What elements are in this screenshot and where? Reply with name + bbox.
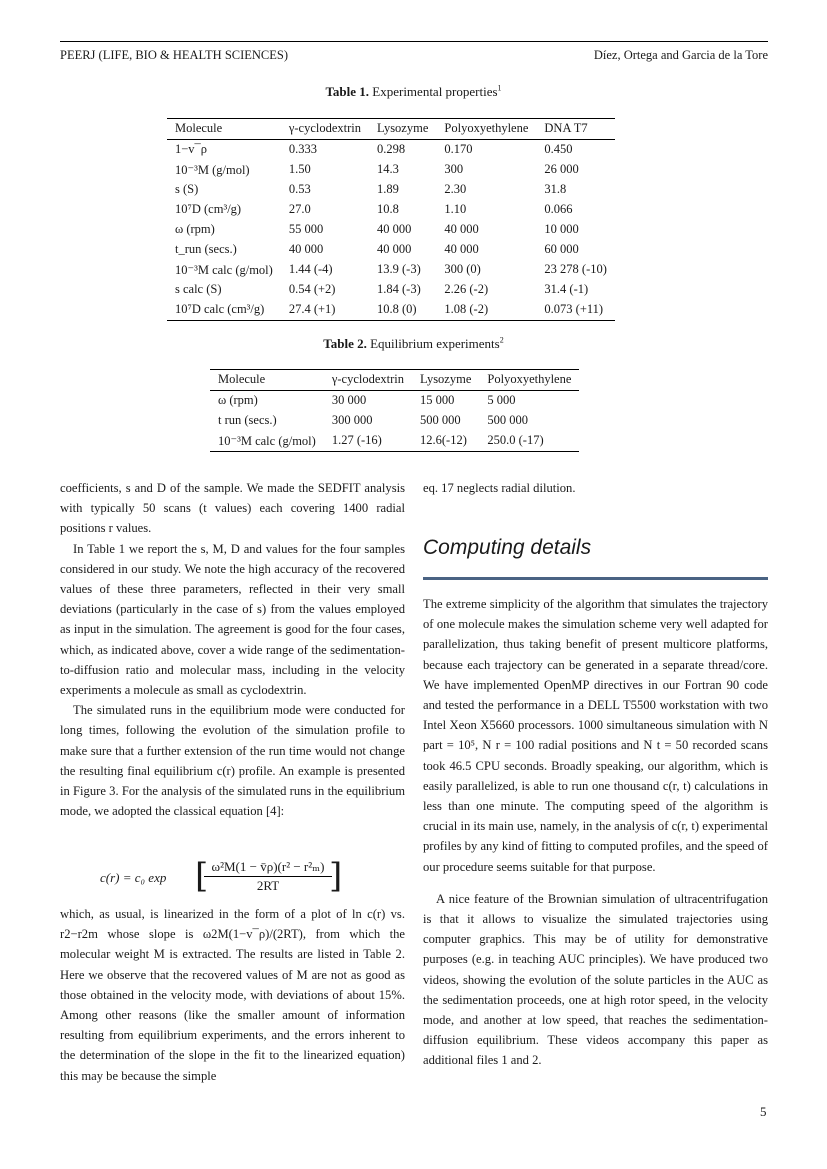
table-cell: 15 000: [420, 393, 455, 407]
section-heading: Computing details: [423, 536, 592, 559]
table-cell: 500 000: [487, 413, 529, 427]
table-cell: 40 000: [377, 242, 412, 256]
table-cell: 31.8: [544, 182, 567, 196]
table-cell: 10.8 (0): [377, 302, 417, 316]
table-cell: 10⁻³M calc (g/mol): [218, 433, 316, 448]
table1-title: Experimental properties: [372, 84, 498, 99]
table-cell: 1.44 (-4): [288, 262, 333, 276]
table-cell: 1.08 (-2): [444, 302, 489, 316]
table-cell: 1.27 (-16): [331, 433, 382, 447]
table-row: [167, 180, 615, 200]
table-cell: 1.84 (-3): [377, 282, 421, 296]
paragraph: The extreme simplicity of the algorithm that simulates the trajectory of one molecule makes the simulation scheme very well adapted for parallelization, thus taking benefit of present multicore platforms, because each trajectory can be generated in a separate thread/core. We have implemented OpenMP directives in our Fortran 90 code and tested the performance in a DELL T5500 workstation with two Intel Xeon X5660 processors. 1000 simultaneous simulation with N part = 10⁵, N r = 100 radial positions and N t = 50 recorded scans took 46.5 CPU seconds. Broadly speaking, our algorithm, which is easily parallelized, is able to run one thousand c(r, t) calculations in less than one minute. The computing speed of the algorithm is crucial in its main use, namely, in the analysis of c(r, t) experimental profiles by any kind of fitting to computed profiles, and the speed of our procedure seems suitable for that purpose.: [423, 597, 768, 874]
table1-label: Table 1.: [325, 84, 370, 99]
table-cell: 0.333: [288, 142, 317, 156]
running-header: [60, 41, 768, 63]
right-column-top: [423, 478, 768, 498]
left-bracket: [: [195, 856, 209, 896]
equilibrium-equation: [100, 856, 343, 899]
table-row: [210, 411, 579, 431]
table-cell: 0.066: [544, 202, 573, 216]
table-cell: 10⁷D calc (cm³/g): [175, 302, 265, 316]
table-cell: 55 000: [288, 222, 324, 236]
table-cell: 27.0: [288, 202, 311, 216]
table-cell: 2.26 (-2): [444, 282, 489, 296]
table-row: [167, 240, 615, 260]
table-cell: ω (rpm): [218, 393, 258, 407]
table-cell: 40 000: [444, 242, 479, 256]
table-cell: 1.50: [288, 162, 311, 176]
column-header: γ-cyclodextrin: [331, 372, 404, 386]
table-cell: 13.9 (-3): [377, 262, 421, 276]
table-cell: s (S): [175, 182, 199, 196]
table-cell: 300: [444, 162, 464, 176]
table-row: [210, 431, 579, 452]
right-bracket: ]: [329, 856, 343, 896]
table-cell: t run (secs.): [218, 413, 277, 427]
table-cell: 27.4 (+1): [288, 302, 336, 316]
column-header: Polyoxyethylene: [487, 372, 572, 386]
column-header: γ-cyclodextrin: [288, 121, 361, 135]
column-header: Polyoxyethylene: [444, 121, 529, 135]
table-row: [167, 280, 615, 300]
equation-fraction: [204, 859, 332, 894]
table-cell: 0.073 (+11): [544, 302, 604, 316]
table-cell: 31.4 (-1): [544, 282, 589, 296]
table-cell: 1−v¯ρ: [175, 142, 208, 156]
table-cell: 40 000: [444, 222, 479, 236]
authors-short: Díez, Ortega and Garcia de la Tore: [593, 48, 768, 62]
table-cell: 500 000: [420, 413, 461, 427]
table2-label: Table 2.: [323, 336, 367, 351]
table-row: [167, 160, 615, 180]
table-cell: 10⁷D (cm³/g): [175, 202, 242, 216]
table2: [210, 369, 579, 452]
table-cell: 10.8: [377, 202, 399, 216]
table-row: [210, 391, 579, 412]
table-cell: 0.53: [288, 182, 311, 196]
table-cell: 2.30: [444, 182, 467, 196]
table-cell: 0.450: [544, 142, 573, 156]
page-number: 5: [760, 1104, 767, 1119]
table-cell: 10⁻³M (g/mol): [175, 162, 250, 177]
right-column-body: [423, 594, 768, 1071]
left-column-bottom: [60, 904, 405, 1086]
table-cell: 300 000: [331, 413, 373, 427]
table-cell: 40 000: [288, 242, 324, 256]
table-cell: 23 278 (-10): [544, 262, 607, 276]
table-cell: 26 000: [544, 162, 579, 176]
table-cell: 10 000: [544, 222, 579, 236]
table-row: [167, 220, 615, 240]
table-cell: ω (rpm): [175, 222, 215, 236]
table-cell: 40 000: [377, 222, 412, 236]
table-cell: 30 000: [331, 393, 367, 407]
table-cell: 14.3: [377, 162, 399, 176]
equation-lhs: c(r) = c₀ exp: [100, 870, 167, 885]
table-cell: 60 000: [544, 242, 579, 256]
table-header-row: [167, 119, 615, 140]
equation-denominator: 2RT: [256, 878, 280, 893]
table-row: [167, 200, 615, 220]
equation-numerator: ω²M(1 − v̄ρ)(r² − r²ₘ): [204, 859, 332, 877]
table-cell: 250.0 (-17): [487, 433, 544, 447]
table-cell: 10⁻³M calc (g/mol): [175, 262, 273, 277]
table-cell: 0.298: [377, 142, 406, 156]
table-row: [167, 300, 615, 321]
column-header: Molecule: [218, 372, 266, 386]
paragraph: which, as usual, is linearized in the form of a plot of ln c(r) vs. r2−r2m whose slope is ω2M(1−v¯ρ)/(2RT), from which the molecular weight M is extracted. The results are listed in Table 2. Here we observe that the recovered values of M are not as good as those obtained in the velocity mode, with deviations of about 15%. Among other reasons (like the smaller amount of information resulting from equilibrium experiments, and the errors inherent to the determination of the slope in the fit to the linearized equation) this may be because the simple: [60, 907, 405, 1083]
section-rule: [423, 577, 768, 580]
paragraph: A nice feature of the Brownian simulation of ultracentrifugation is that it allows to visualize the simulated trajectories using computer graphics. This may be of utility for demonstrative purposes (e.g. in teaching AUC principles). We have produced two videos, showing the evolution of the solute particles in the AUC as the sedimentation proceeds, one at high rotor speed, in the velocity mode, and another at low speed, that reaches the sedimentation-diffusion equilibrium. These videos accompany this paper as additional files 1 and 2.: [423, 891, 768, 1068]
table-header-row: [210, 370, 579, 391]
table-cell: 300 (0): [444, 262, 481, 276]
paragraph: In Table 1 we report the s, M, D and values for the four samples considered in our study. We note the high accuracy of the recovered values of these three parameters, reflected in their very small deviations (particularly in the case of s) from the values employed as input in the simulation. The agreement is good for the four cases, which, as indicated above, cover a wide range of the sedimentation-to-diffusion ratio and molecular mass, including in the velocity experiments a molecule as small as cyclodextrin.: [60, 541, 405, 698]
table2-caption: [0, 336, 827, 352]
column-header: DNA T7: [544, 121, 588, 135]
table-cell: t_run (secs.): [175, 242, 237, 256]
paragraph: The simulated runs in the equilibrium mode were conducted for long times, following the evolution of the simulation profile to make sure that a further extension of the run time would not change the resulting final equilibrium c(r) profile. An example is presented in Figure 3. For the analysis of the simulated runs in the equilibrium mode, we adopted the classical equation [4]:: [60, 703, 405, 819]
paragraph: eq. 17 neglects radial dilution.: [423, 481, 576, 495]
table1-footnote-mark: 1: [497, 83, 502, 93]
journal-name: PEERJ (LIFE, BIO & HEALTH SCIENCES): [60, 48, 289, 62]
table2-title: Equilibrium experiments: [370, 336, 500, 351]
table-row: [167, 140, 615, 161]
table-cell: 5 000: [487, 393, 516, 407]
table1-caption: [0, 84, 827, 100]
column-header: Lysozyme: [420, 372, 472, 386]
table-cell: 1.10: [444, 202, 467, 216]
table-cell: 0.54 (+2): [288, 282, 336, 296]
table-cell: 0.170: [444, 142, 473, 156]
paragraph: coefficients, s and D of the sample. We made the SEDFIT analysis with typically 50 scans (t values) each covering 1400 radial positions r values.: [60, 481, 405, 536]
table2-footnote-mark: 2: [499, 335, 504, 345]
table-cell: 1.89: [377, 182, 399, 196]
column-header: Molecule: [175, 121, 223, 135]
left-column-top: [60, 478, 405, 821]
table1: [167, 118, 615, 321]
column-header: Lysozyme: [377, 121, 429, 135]
table-cell: s calc (S): [175, 282, 222, 296]
table-cell: 12.6(-12): [420, 433, 467, 447]
table-row: [167, 260, 615, 280]
